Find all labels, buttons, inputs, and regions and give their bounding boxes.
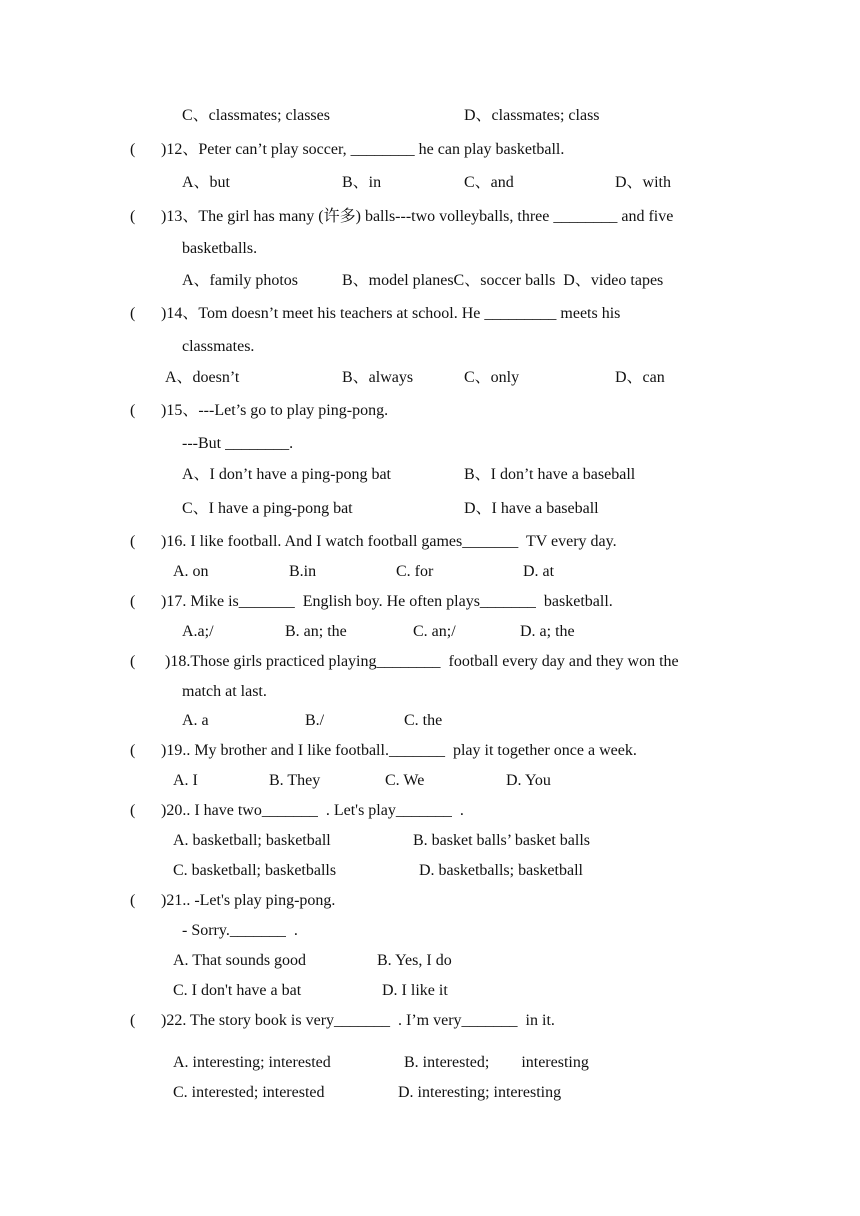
question-stem: )20.. I have two_______ . Let's play_______ . — [161, 802, 464, 819]
question-stem-continued: match at last. — [182, 683, 267, 700]
option-d: D. at — [523, 563, 555, 580]
question-stem-continued: - Sorry._______ . — [182, 922, 298, 939]
option-b: B、I don’t have a baseball — [464, 466, 636, 483]
option-b: B. Yes, I do — [377, 952, 452, 969]
question-stem-continued: ---But ________. — [182, 435, 294, 452]
option-d: D、classmates; class — [464, 107, 600, 124]
answer-paren: ( — [130, 742, 136, 759]
option-b: B.in — [289, 563, 317, 580]
question-stem-continued: basketballs. — [182, 240, 258, 257]
option-a: A、but — [182, 174, 231, 191]
option-d: D、I have a baseball — [464, 500, 599, 517]
option-d: D、can — [615, 369, 665, 386]
answer-paren: ( — [130, 141, 136, 158]
question-stem: )22. The story book is very_______ . I’m very_______ in it. — [161, 1012, 555, 1029]
option-a: A. interesting; interested — [173, 1054, 331, 1071]
option-b: B、in — [342, 174, 382, 191]
option-a: A、doesn’t — [165, 369, 240, 386]
option-b: B. They — [269, 772, 321, 789]
option-a: A. a — [182, 712, 209, 729]
option-c: C、classmates; classes — [182, 107, 330, 124]
option-a: A. I — [173, 772, 198, 789]
option-d: D. interesting; interesting — [398, 1084, 562, 1101]
answer-paren: ( — [130, 892, 136, 909]
option-a: A.a;/ — [182, 623, 214, 640]
option-c: C、and — [464, 174, 514, 191]
question-stem: )13、The girl has many (许多) balls---two volleyballs, three ________ and five — [161, 208, 674, 225]
answer-paren: ( — [130, 593, 136, 610]
option-c: C. an;/ — [413, 623, 456, 640]
option-a: A. That sounds good — [173, 952, 307, 969]
option-c: C. the — [404, 712, 443, 729]
question-stem: )18.Those girls practiced playing________ football every day and they won the — [165, 653, 679, 670]
answer-paren: ( — [130, 533, 136, 550]
answer-paren: ( — [130, 208, 136, 225]
answer-paren: ( — [130, 653, 136, 670]
option-c: C. I don't have a bat — [173, 982, 302, 999]
option-c: C、only — [464, 369, 520, 386]
option-b: B. interested; interesting — [404, 1054, 589, 1071]
question-stem: )12、Peter can’t play soccer, ________ he can play basketball. — [161, 141, 565, 158]
option-a: A、I don’t have a ping-pong bat — [182, 466, 391, 483]
option-a: A. basketball; basketball — [173, 832, 331, 849]
option-d: D. basketballs; basketball — [419, 862, 583, 879]
question-stem: )16. I like football. And I watch football games_______ TV every day. — [161, 533, 617, 550]
option-d: D. a; the — [520, 623, 575, 640]
option-c: C. We — [385, 772, 425, 789]
question-stem: )14、Tom doesn’t meet his teachers at school. He _________ meets his — [161, 305, 621, 322]
answer-paren: ( — [130, 1012, 136, 1029]
option-c: C. interested; interested — [173, 1084, 325, 1101]
question-stem: )21.. -Let's play ping-pong. — [161, 892, 336, 909]
option-bcd: B、model planesC、soccer balls D、video tapes — [342, 272, 664, 289]
option-b: B. an; the — [285, 623, 347, 640]
option-d: D. I like it — [382, 982, 448, 999]
answer-paren: ( — [130, 402, 136, 419]
option-c: C. basketball; basketballs — [173, 862, 337, 879]
question-stem-continued: classmates. — [182, 338, 255, 355]
option-b: B./ — [305, 712, 325, 729]
option-a: A. on — [173, 563, 209, 580]
answer-paren: ( — [130, 802, 136, 819]
option-d: D、with — [615, 174, 672, 191]
question-stem: )15、---Let’s go to play ping-pong. — [161, 402, 389, 419]
option-b: B、always — [342, 369, 414, 386]
question-stem: )17. Mike is_______ English boy. He often plays_______ basketball. — [161, 593, 613, 610]
option-a: A、family photos — [182, 272, 298, 289]
option-c: C、I have a ping-pong bat — [182, 500, 353, 517]
question-stem: )19.. My brother and I like football._______ play it together once a week. — [161, 742, 637, 759]
option-c: C. for — [396, 563, 434, 580]
answer-paren: ( — [130, 305, 136, 322]
option-b: B. basket balls’ basket balls — [413, 832, 590, 849]
option-d: D. You — [506, 772, 551, 789]
